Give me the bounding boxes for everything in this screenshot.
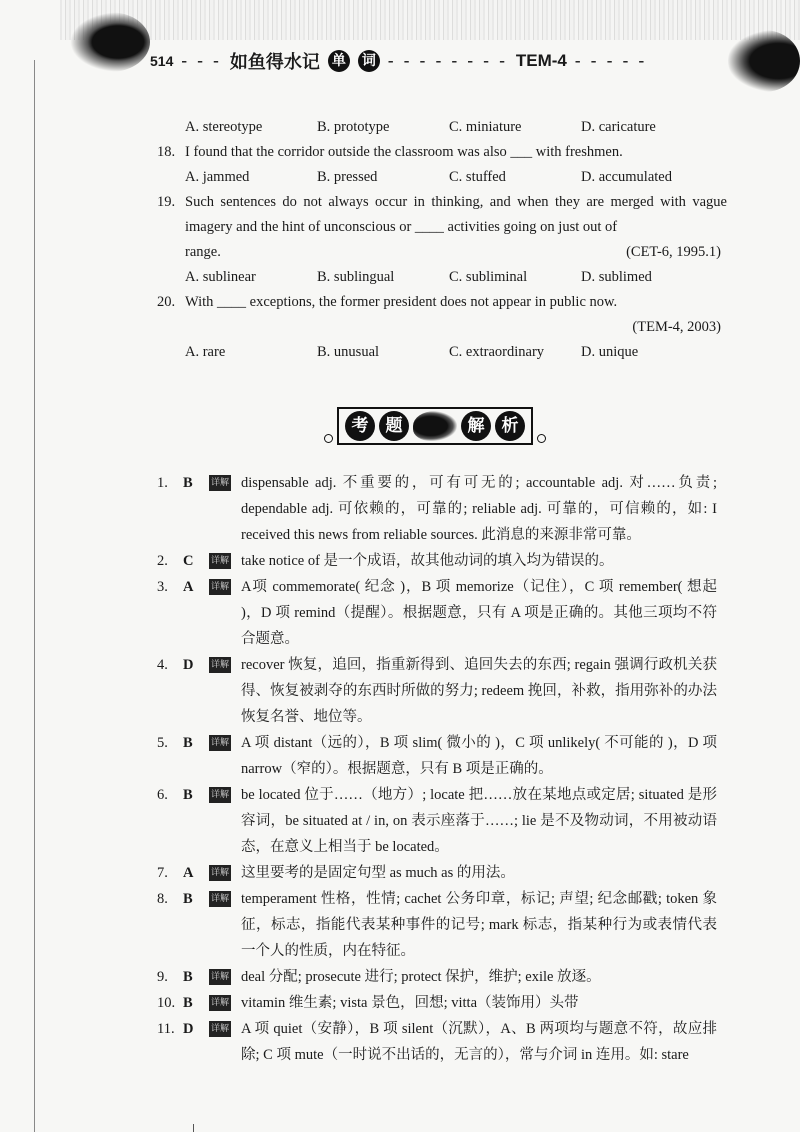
option-c: C. subliminal — [449, 269, 528, 285]
option-c: C. miniature — [449, 119, 522, 135]
option-b: B. unusual — [317, 344, 380, 360]
page-number: 514 — [150, 53, 174, 69]
answer-explanation: A 项 distant（远的），B 项 slim( 微小的 )，C 项 unlikely( 不可能的 )，D 项 narrow（窄的）。根据题意，只有 B 项是正确的。 — [241, 735, 717, 777]
answer-item — [157, 730, 717, 782]
answer-explanation: take notice of 是一个成语，故其他动词的填入均为错误的。 — [241, 553, 614, 569]
question-number: 19. — [157, 194, 176, 210]
answer-explanation: be located 位于……（地方）; locate 把……放在某地点或定居; situated 是形容词，be situated at / in, on 表示座落于……; lie 是不及物动词，不用被动语态，在意义上相当于 be located。 — [241, 787, 717, 855]
options-row — [157, 265, 727, 290]
options-row — [157, 115, 727, 140]
question-text: Such sentences do not always occur in thinking, and when they are merged with vague imagery and the hint of unconscious or ____ activities going on just out of — [185, 194, 727, 235]
answer-explanation: A 项 quiet（安静），B 项 silent（沉默），A、B 两项均与题意不符，故应排除; C 项 mute（一时说不出话的，无言的），常与介词 in 连用。如: stare — [241, 1021, 717, 1063]
footer-tick — [193, 1124, 194, 1132]
fish-icon — [413, 411, 457, 441]
option-c: C. stuffed — [449, 169, 506, 185]
answer-explanation: temperament 性格，性情; cachet 公务印章，标记; 声望; 纪念邮戳; token 象征，标志，指能代表某种事件的记号; mark 标志，指某种行为或表情代表一个人的性质，内在特征。 — [241, 891, 717, 959]
answer-letter: B — [183, 787, 193, 803]
question-19 — [157, 190, 727, 240]
option-a: A. sublinear — [185, 269, 256, 285]
answer-number: 2. — [157, 553, 168, 569]
answer-item — [157, 1016, 717, 1068]
option-a: A. stereotype — [185, 119, 263, 135]
answer-letter: B — [183, 891, 193, 907]
answer-number: 4. — [157, 657, 168, 673]
answer-letter: D — [183, 1021, 194, 1037]
option-c: C. extraordinary — [449, 344, 545, 360]
answer-letter: B — [183, 995, 193, 1011]
book-title: 如鱼得水记 — [229, 52, 320, 73]
answer-item — [157, 652, 717, 730]
answer-number: 11. — [157, 1021, 175, 1037]
question-number: 18. — [157, 144, 176, 160]
small-circle-icon — [537, 434, 546, 443]
explanation-tag: 详解 — [209, 787, 231, 803]
explanation-tag: 详解 — [209, 891, 231, 907]
options-row — [157, 165, 727, 190]
explanation-tag: 详解 — [209, 657, 231, 673]
section-title — [300, 402, 570, 450]
answer-letter: A — [183, 865, 194, 881]
answer-number: 10. — [157, 995, 176, 1011]
title-char-1: 考 — [345, 411, 375, 441]
question-18 — [157, 140, 727, 165]
answer-letter: B — [183, 475, 193, 491]
explanation-tag: 详解 — [209, 579, 231, 595]
answer-item — [157, 574, 717, 652]
exam-label: TEM-4 — [515, 51, 567, 70]
answer-number: 8. — [157, 891, 168, 907]
explanation-tag: 详解 — [209, 475, 231, 491]
answer-item — [157, 548, 717, 574]
options-row — [157, 340, 727, 365]
option-d: D. unique — [581, 344, 639, 360]
option-d: D. caricature — [581, 119, 656, 135]
option-b: B. sublingual — [317, 269, 395, 285]
answer-number: 3. — [157, 579, 168, 595]
option-d: D. sublimed — [581, 269, 652, 285]
question-source: (TEM-4, 2003) — [632, 319, 721, 335]
explanation-tag: 详解 — [209, 865, 231, 881]
explanation-tag: 详解 — [209, 1021, 231, 1037]
answer-item — [157, 964, 717, 990]
answer-number: 9. — [157, 969, 168, 985]
answer-explanation: dispensable adj. 不重要的，可有可无的; accountable adj. 对……负责; dependable adj. 可依赖的，可靠的; reliable adj. 可靠的，可信赖的，如: I received this news from reliable sources. 此消息的来源非常可靠。 — [241, 475, 717, 543]
ink-splash-left-icon — [70, 12, 150, 72]
answer-letter: B — [183, 969, 193, 985]
questions-section — [157, 115, 727, 365]
question-number: 20. — [157, 294, 176, 310]
title-char-4: 析 — [495, 411, 525, 441]
answer-item — [157, 470, 717, 548]
question-text: With ____ exceptions, the former president does not appear in public now. — [185, 294, 618, 310]
ink-splash-right-icon — [728, 30, 800, 92]
header-dashes-mid: - - - - - - - - — [387, 51, 508, 70]
answer-number: 5. — [157, 735, 168, 751]
answer-letter: A — [183, 579, 194, 595]
circled-char-2: 词 — [358, 50, 380, 72]
answer-number: 1. — [157, 475, 168, 491]
answers-list — [157, 470, 717, 1068]
answer-explanation: A项 commemorate( 纪念 )，B 项 memorize（记住），C 项 remember( 想起 )，D 项 remind（提醒）。根据题意，只有 A 项是正确的。其他三项均不符合题意。 — [241, 579, 717, 647]
explanation-tag: 详解 — [209, 735, 231, 751]
answer-item — [157, 886, 717, 964]
explanation-tag: 详解 — [209, 553, 231, 569]
question-20 — [157, 290, 727, 315]
title-box — [337, 407, 533, 445]
option-a: A. jammed — [185, 169, 250, 185]
question-text: I found that the corridor outside the classroom was also ___ with freshmen. — [185, 144, 623, 160]
small-circle-icon — [324, 434, 333, 443]
header-line — [150, 50, 730, 72]
option-d: D. accumulated — [581, 169, 672, 185]
explanation-tag: 详解 — [209, 969, 231, 985]
page-edge-line — [34, 60, 35, 1132]
option-a: A. rare — [185, 344, 226, 360]
header-dashes-left: - - - — [181, 51, 222, 70]
title-char-3: 解 — [461, 411, 491, 441]
option-b: B. pressed — [317, 169, 378, 185]
running-header — [0, 0, 800, 92]
answer-explanation: 这里要考的是固定句型 as much as 的用法。 — [241, 865, 515, 881]
answer-letter: C — [183, 553, 194, 569]
option-b: B. prototype — [317, 119, 390, 135]
answer-item — [157, 860, 717, 886]
circled-char-1: 单 — [328, 50, 350, 72]
answer-explanation: recover 恢复，追回，指重新得到、追回失去的东西; regain 强调行政机关获得、恢复被剥夺的东西时所做的努力; redeem 挽回，补救，指用弥补的办法恢复名誉、地位等。 — [241, 657, 717, 725]
question-text-end: range. — [185, 244, 221, 260]
answer-explanation: vitamin 维生素; vista 景色，回想; vitta（装饰用）头带 — [241, 995, 579, 1011]
question-last-line — [157, 240, 727, 265]
answer-item — [157, 990, 717, 1016]
answer-number: 6. — [157, 787, 168, 803]
title-char-2: 题 — [379, 411, 409, 441]
answer-item — [157, 782, 717, 860]
answer-letter: B — [183, 735, 193, 751]
answer-explanation: deal 分配; prosecute 进行; protect 保护，维护; exile 放逐。 — [241, 969, 601, 985]
explanation-tag: 详解 — [209, 995, 231, 1011]
header-texture — [60, 0, 800, 40]
question-source: (CET-6, 1995.1) — [626, 244, 721, 260]
header-dashes-right: - - - - - — [574, 51, 648, 70]
answer-letter: D — [183, 657, 194, 673]
answer-number: 7. — [157, 865, 168, 881]
